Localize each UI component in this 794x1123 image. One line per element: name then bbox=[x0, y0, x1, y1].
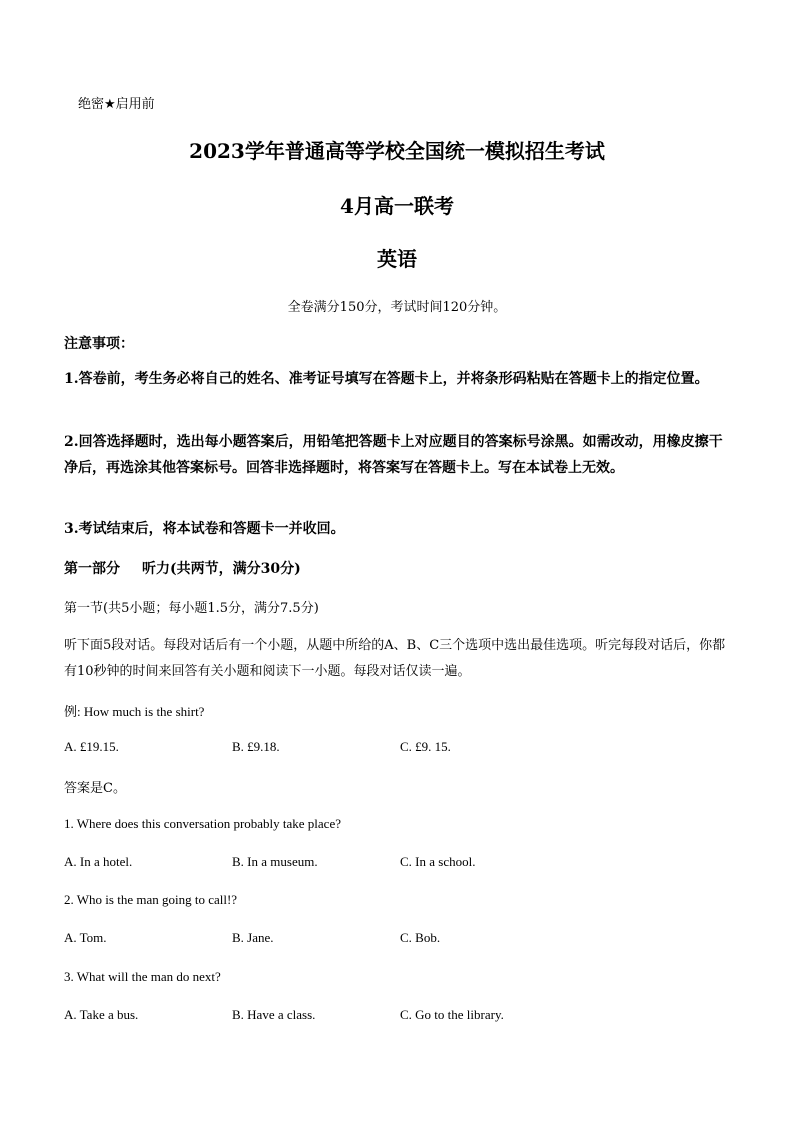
option-b: B. In a museum. bbox=[232, 854, 318, 869]
option-b: B. Have a class. bbox=[232, 1007, 316, 1022]
example-option-b: B. £9.18. bbox=[232, 739, 280, 754]
section-heading: 第一节(共5小题；每小题1.5分，满分7.5分) bbox=[64, 601, 319, 616]
example-option-a: A. £19.15. bbox=[64, 739, 119, 754]
part-label: 第一部分 bbox=[64, 561, 120, 577]
notice-item: 2.回答选择题时，选出每小题答案后，用铅笔把答题卡上对应题目的答案标号涂黑。如需改动，用橡皮擦干净后，再选涂其他答案标号。回答非选择题时，将答案写在答题卡上。写在本试卷上无效。 bbox=[64, 434, 723, 476]
example-option-c: C. £9. 15. bbox=[400, 739, 451, 754]
confidential-label: 绝密★启用前 bbox=[78, 97, 155, 112]
part-title: 听力(共两节，满分30分) bbox=[142, 561, 301, 577]
option-c: C. Go to the library. bbox=[400, 1007, 504, 1022]
notice-item: 3.考试结束后，将本试卷和答题卡一并收回。 bbox=[64, 521, 345, 537]
option-c: C. In a school. bbox=[400, 854, 476, 869]
notice-item: 1.答卷前，考生务必将自己的姓名、准考证号填写在答题卡上，并将条形码粘贴在答题卡上的指定位置。 bbox=[64, 371, 709, 387]
question-text: 1. Where does this conversation probably take place? bbox=[64, 816, 341, 831]
subject-title: 英语 bbox=[377, 247, 417, 271]
option-b: B. Jane. bbox=[232, 930, 274, 945]
example-question: 例: How much is the shirt? bbox=[64, 704, 205, 719]
option-a: A. Tom. bbox=[64, 930, 107, 945]
section-instructions: 听下面5段对话。每段对话后有一个小题，从题中所给的A、B、C三个选项中选出最佳选项。听完每段对话后，你都有10秒钟的时间来回答有关小题和阅读下一小题。每段对话仅读一遍。 bbox=[64, 638, 726, 679]
part-heading bbox=[64, 558, 301, 578]
notice-heading: 注意事项： bbox=[64, 336, 134, 352]
question-text: 3. What will the man do next? bbox=[64, 969, 221, 984]
example-answer: 答案是C。 bbox=[64, 781, 126, 796]
score-info: 全卷满分150分，考试时间120分钟。 bbox=[287, 300, 507, 315]
option-a: A. Take a bus. bbox=[64, 1007, 139, 1022]
question-text: 2. Who is the man going to call!? bbox=[64, 892, 238, 907]
exam-title: 2023学年普通高等学校全国统一模拟招生考试 bbox=[189, 139, 605, 163]
exam-subtitle: 4月高一联考 bbox=[340, 194, 454, 218]
option-c: C. Bob. bbox=[400, 930, 441, 945]
option-a: A. In a hotel. bbox=[64, 854, 133, 869]
